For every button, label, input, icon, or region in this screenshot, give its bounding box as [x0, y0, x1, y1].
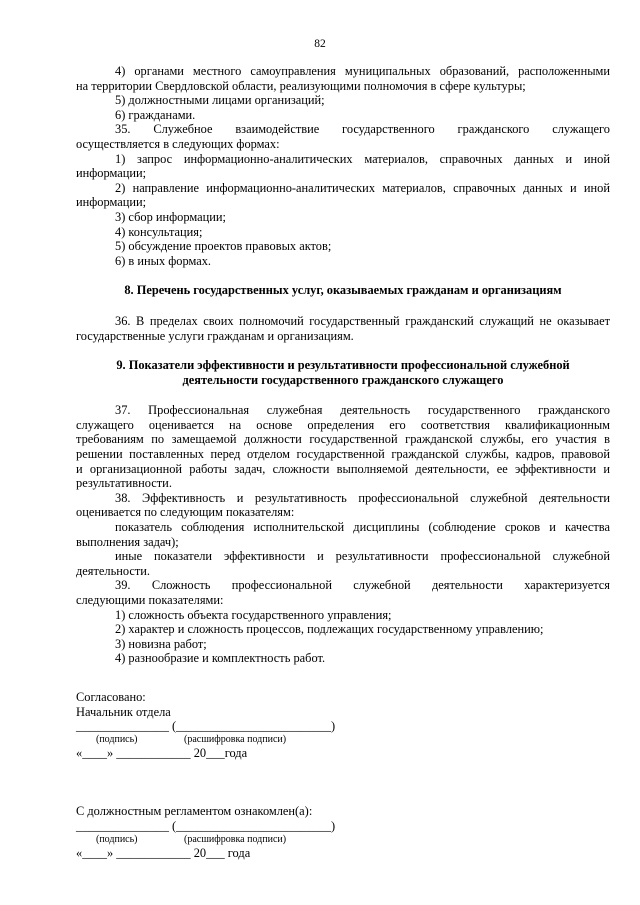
text-line: показатель соблюдения исполнительской дисциплины (соблюдение сроков и качества [115, 520, 610, 535]
text-line: на территории Свердловской области, реализующими полномочия в сфере культуры; [76, 78, 526, 93]
text-line: и организационной работы задач, сложности выполняемой деятельности, ее эффективности и [76, 461, 610, 476]
text-line: 4) разнообразие и комплектность работ. [115, 651, 326, 666]
text-line: 3) новизна работ; [115, 636, 207, 651]
section-heading-9-line-2: деятельности государственного гражданского служащего [182, 372, 504, 387]
acquaintance-label: С должностным регламентом ознакомлен(а): [76, 804, 313, 819]
section-performance-indicators [76, 403, 610, 666]
approver-caption-decode: (расшифровка подписи) [184, 733, 287, 745]
text-line: решении поставленных перед отделом государственной гражданской службы, кадров, правовой [76, 447, 610, 462]
text-line: служащего оценивается на основе определения его соответствия квалификационным [76, 417, 610, 432]
text-line: 5) должностными лицами организаций; [115, 93, 325, 108]
approver-caption-signature: (подпись) [96, 733, 138, 745]
text-line: 2) характер и сложность процессов, подлежащих государственному управлению; [115, 622, 544, 637]
page-number: 82 [314, 38, 326, 50]
text-line: 4) консультация; [115, 224, 203, 239]
text-line: 3) сбор информации; [115, 209, 226, 224]
text-line: 4) органами местного самоуправления муниципальных образований, расположенными [115, 64, 610, 78]
approver-date-line: «____» ____________ 20___года [76, 745, 248, 760]
approver-signature-captions [76, 734, 610, 746]
section-public-services [76, 314, 610, 343]
text-line: 6) в иных формах. [115, 253, 212, 268]
text-line: деятельности. [76, 563, 151, 578]
document-body [76, 64, 610, 860]
employee-date-line: «____» ____________ 20___ года [76, 845, 251, 860]
employee-signature-captions [76, 834, 610, 846]
text-line: 2) направление информационно-аналитических материалов, справочных данных и иной [115, 180, 610, 195]
text-line: 37. Профессиональная служебная деятельность государственного гражданского [115, 403, 610, 418]
text-line: 35. Служебное взаимодействие государственного гражданского служащего [115, 122, 610, 137]
text-line: осуществляется в следующих формах: [76, 136, 280, 151]
text-line: 5) обсуждение проектов правовых актов; [115, 239, 332, 254]
text-line: оценивается по следующим показателям: [76, 505, 295, 520]
section-interaction-forms [76, 64, 610, 268]
text-line: требованиям по замещаемой должности государственной гражданской службы, его участия в [76, 432, 610, 447]
employee-caption-signature: (подпись) [96, 833, 138, 845]
text-line: 36. В пределах своих полномочий государственный гражданский служащий не оказывает [115, 313, 610, 328]
text-line: результативности. [76, 476, 172, 491]
text-line: государственные услуги гражданам и организациям. [76, 328, 354, 343]
employee-caption-decode: (расшифровка подписи) [184, 833, 287, 845]
employee-signature-line: _______________ (_________________________) [76, 818, 336, 833]
section-heading-9-line-1: 9. Показатели эффективности и результативности профессиональной служебной [116, 358, 570, 373]
text-line: 1) сложность объекта государственного управления; [115, 607, 392, 622]
text-line: информации; [76, 166, 147, 181]
text-line: 39. Сложность профессиональной служебной деятельности характеризуется [115, 578, 610, 593]
approver-signature-line: _______________ (_________________________) [76, 719, 336, 734]
text-line: следующими показателями: [76, 593, 224, 607]
section-heading-8: 8. Перечень государственных услуг, оказываемых гражданам и организациям [124, 283, 562, 298]
text-line: 1) запрос информационно-аналитических материалов, справочных данных и иной [115, 151, 610, 166]
approver-position: Начальник отдела [76, 704, 171, 719]
agreed-label: Согласовано: [76, 689, 146, 704]
text-line: иные показатели эффективности и результативности профессиональной служебной [115, 549, 610, 564]
text-line: выполнения задач); [76, 534, 179, 549]
text-line: 38. Эффективность и результативность профессиональной служебной деятельности [115, 490, 610, 505]
text-line: 6) гражданами. [115, 107, 196, 122]
text-line: информации; [76, 195, 147, 210]
